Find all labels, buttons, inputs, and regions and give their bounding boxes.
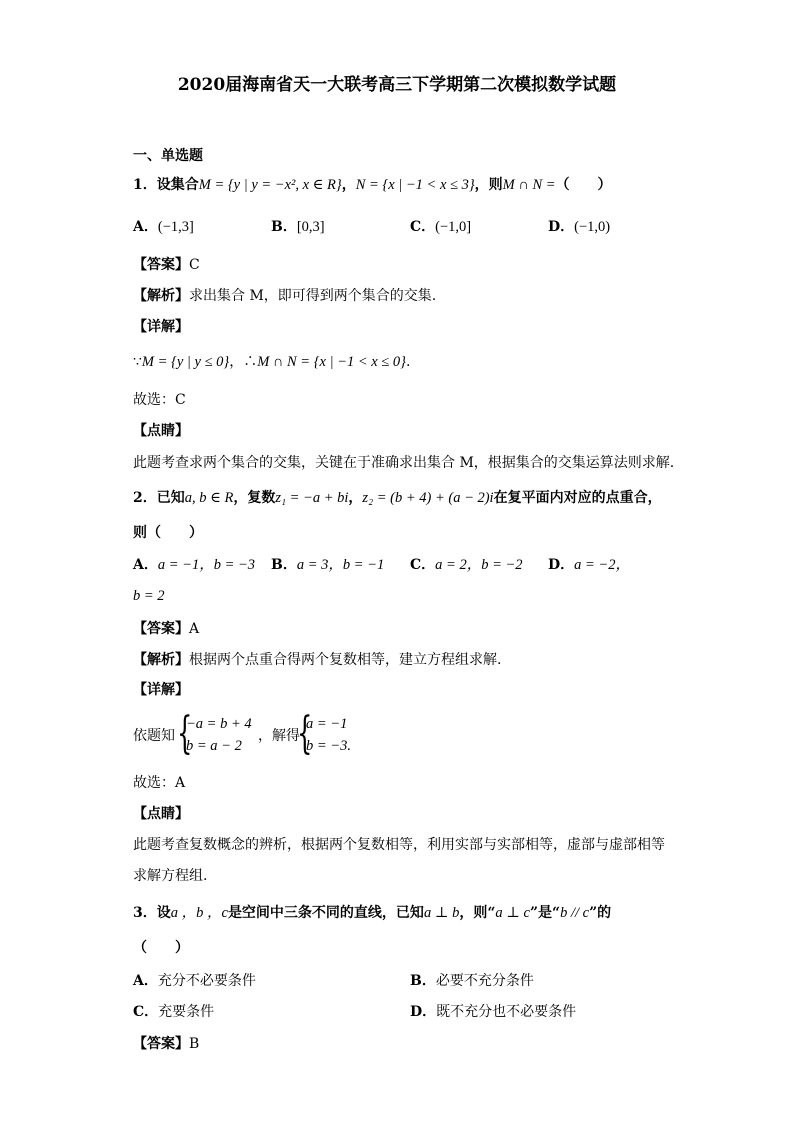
option-c: C．充要条件 (133, 1004, 215, 1020)
q2-analysis: 【解析】根据两个点重合得两个复数相等，建立方程组求解. (133, 652, 502, 668)
option-a: A．充分不必要条件 (133, 973, 256, 989)
option-d: D．既不充分也不必要条件 (410, 1004, 577, 1020)
option-a: A．(−1,3] (133, 219, 194, 235)
q1-detail: ∵M = {y | y ≤ 0}，∴M ∩ N = {x | −1 < x ≤ 0}. (133, 354, 411, 370)
question-3-paren: （ ） (133, 940, 189, 956)
q2-comment-label: 【点睛】 (133, 806, 189, 822)
set-n-formula: N = {x | −1 < x ≤ 3} (355, 177, 475, 193)
intersection-expr: M ∩ N = (502, 177, 556, 193)
question-2-stem: 2．已知a, b ∈ R，复数z₁ = −a + bi，z₂ = (b + 4) + (a − 2)i在复平面内对应的点重合， (133, 490, 662, 506)
q2-detail-mid: ，解得 (258, 728, 300, 744)
left-brace-icon: { (297, 708, 313, 759)
set-m-formula: M = {y | y = −x², x ∈ R} (198, 177, 342, 193)
left-brace-icon: { (177, 708, 193, 759)
option-c: C．a = 2，b = −2 (410, 557, 523, 573)
q1-analysis: 【解析】求出集合 M，即可得到两个集合的交集. (133, 288, 437, 304)
option-b: B．必要不充分条件 (410, 973, 534, 989)
q2-answer: 【答案】A (133, 621, 200, 637)
q3-answer: 【答案】B (133, 1036, 200, 1052)
question-2-stem-cont: 则（ ） (133, 525, 203, 541)
q2-detail-label: 【详解】 (133, 682, 189, 698)
q1-answer: 【答案】C (133, 257, 200, 273)
q2-comment-line1: 此题考查复数概念的辨析，根据两个复数相等，利用实部与实部相等，虚部与虚部相等 (133, 837, 665, 853)
q2-comment-line2: 求解方程组. (133, 868, 208, 884)
solution-system: a = −1 b = −3. (306, 716, 351, 754)
option-d: D．a = −2， (548, 557, 630, 573)
option-d: D．(−1,0) (548, 219, 611, 235)
section-heading: 一、单选题 (133, 148, 203, 164)
option-b: B．a = 3，b = −1 (271, 557, 385, 573)
q1-comment-label: 【点睛】 (133, 423, 189, 439)
option-b: B．[0,3] (271, 219, 325, 235)
q2-detail-prefix: 依题知 (133, 728, 175, 744)
question-3-stem: 3．设a ，b ，c是空间中三条不同的直线，已知a ⊥ b，则“a ⊥ c”是“b // c”的 (133, 905, 612, 921)
option-d-cont: b = 2 (133, 588, 165, 604)
question-1-stem: 1．设集合M = {y | y = −x², x ∈ R}，N = {x | −1 < x ≤ 3}，则M ∩ N =（ ） (133, 177, 612, 193)
exam-title: 2020届海南省天一大联考高三下学期第二次模拟数学试题 (177, 75, 617, 95)
option-a: A．a = −1，b = −3 (133, 557, 256, 573)
q1-choice: 故选：C (133, 392, 186, 408)
q1-comment: 此题考查求两个集合的交集，关键在于准确求出集合 M，根据集合的交集运算法则求解. (133, 455, 675, 471)
q2-choice: 故选：A (133, 775, 186, 791)
option-c: C．(−1,0] (410, 219, 472, 235)
equation-system: −a = b + 4 b = a − 2 (186, 716, 252, 754)
q1-detail-label: 【详解】 (133, 319, 189, 335)
